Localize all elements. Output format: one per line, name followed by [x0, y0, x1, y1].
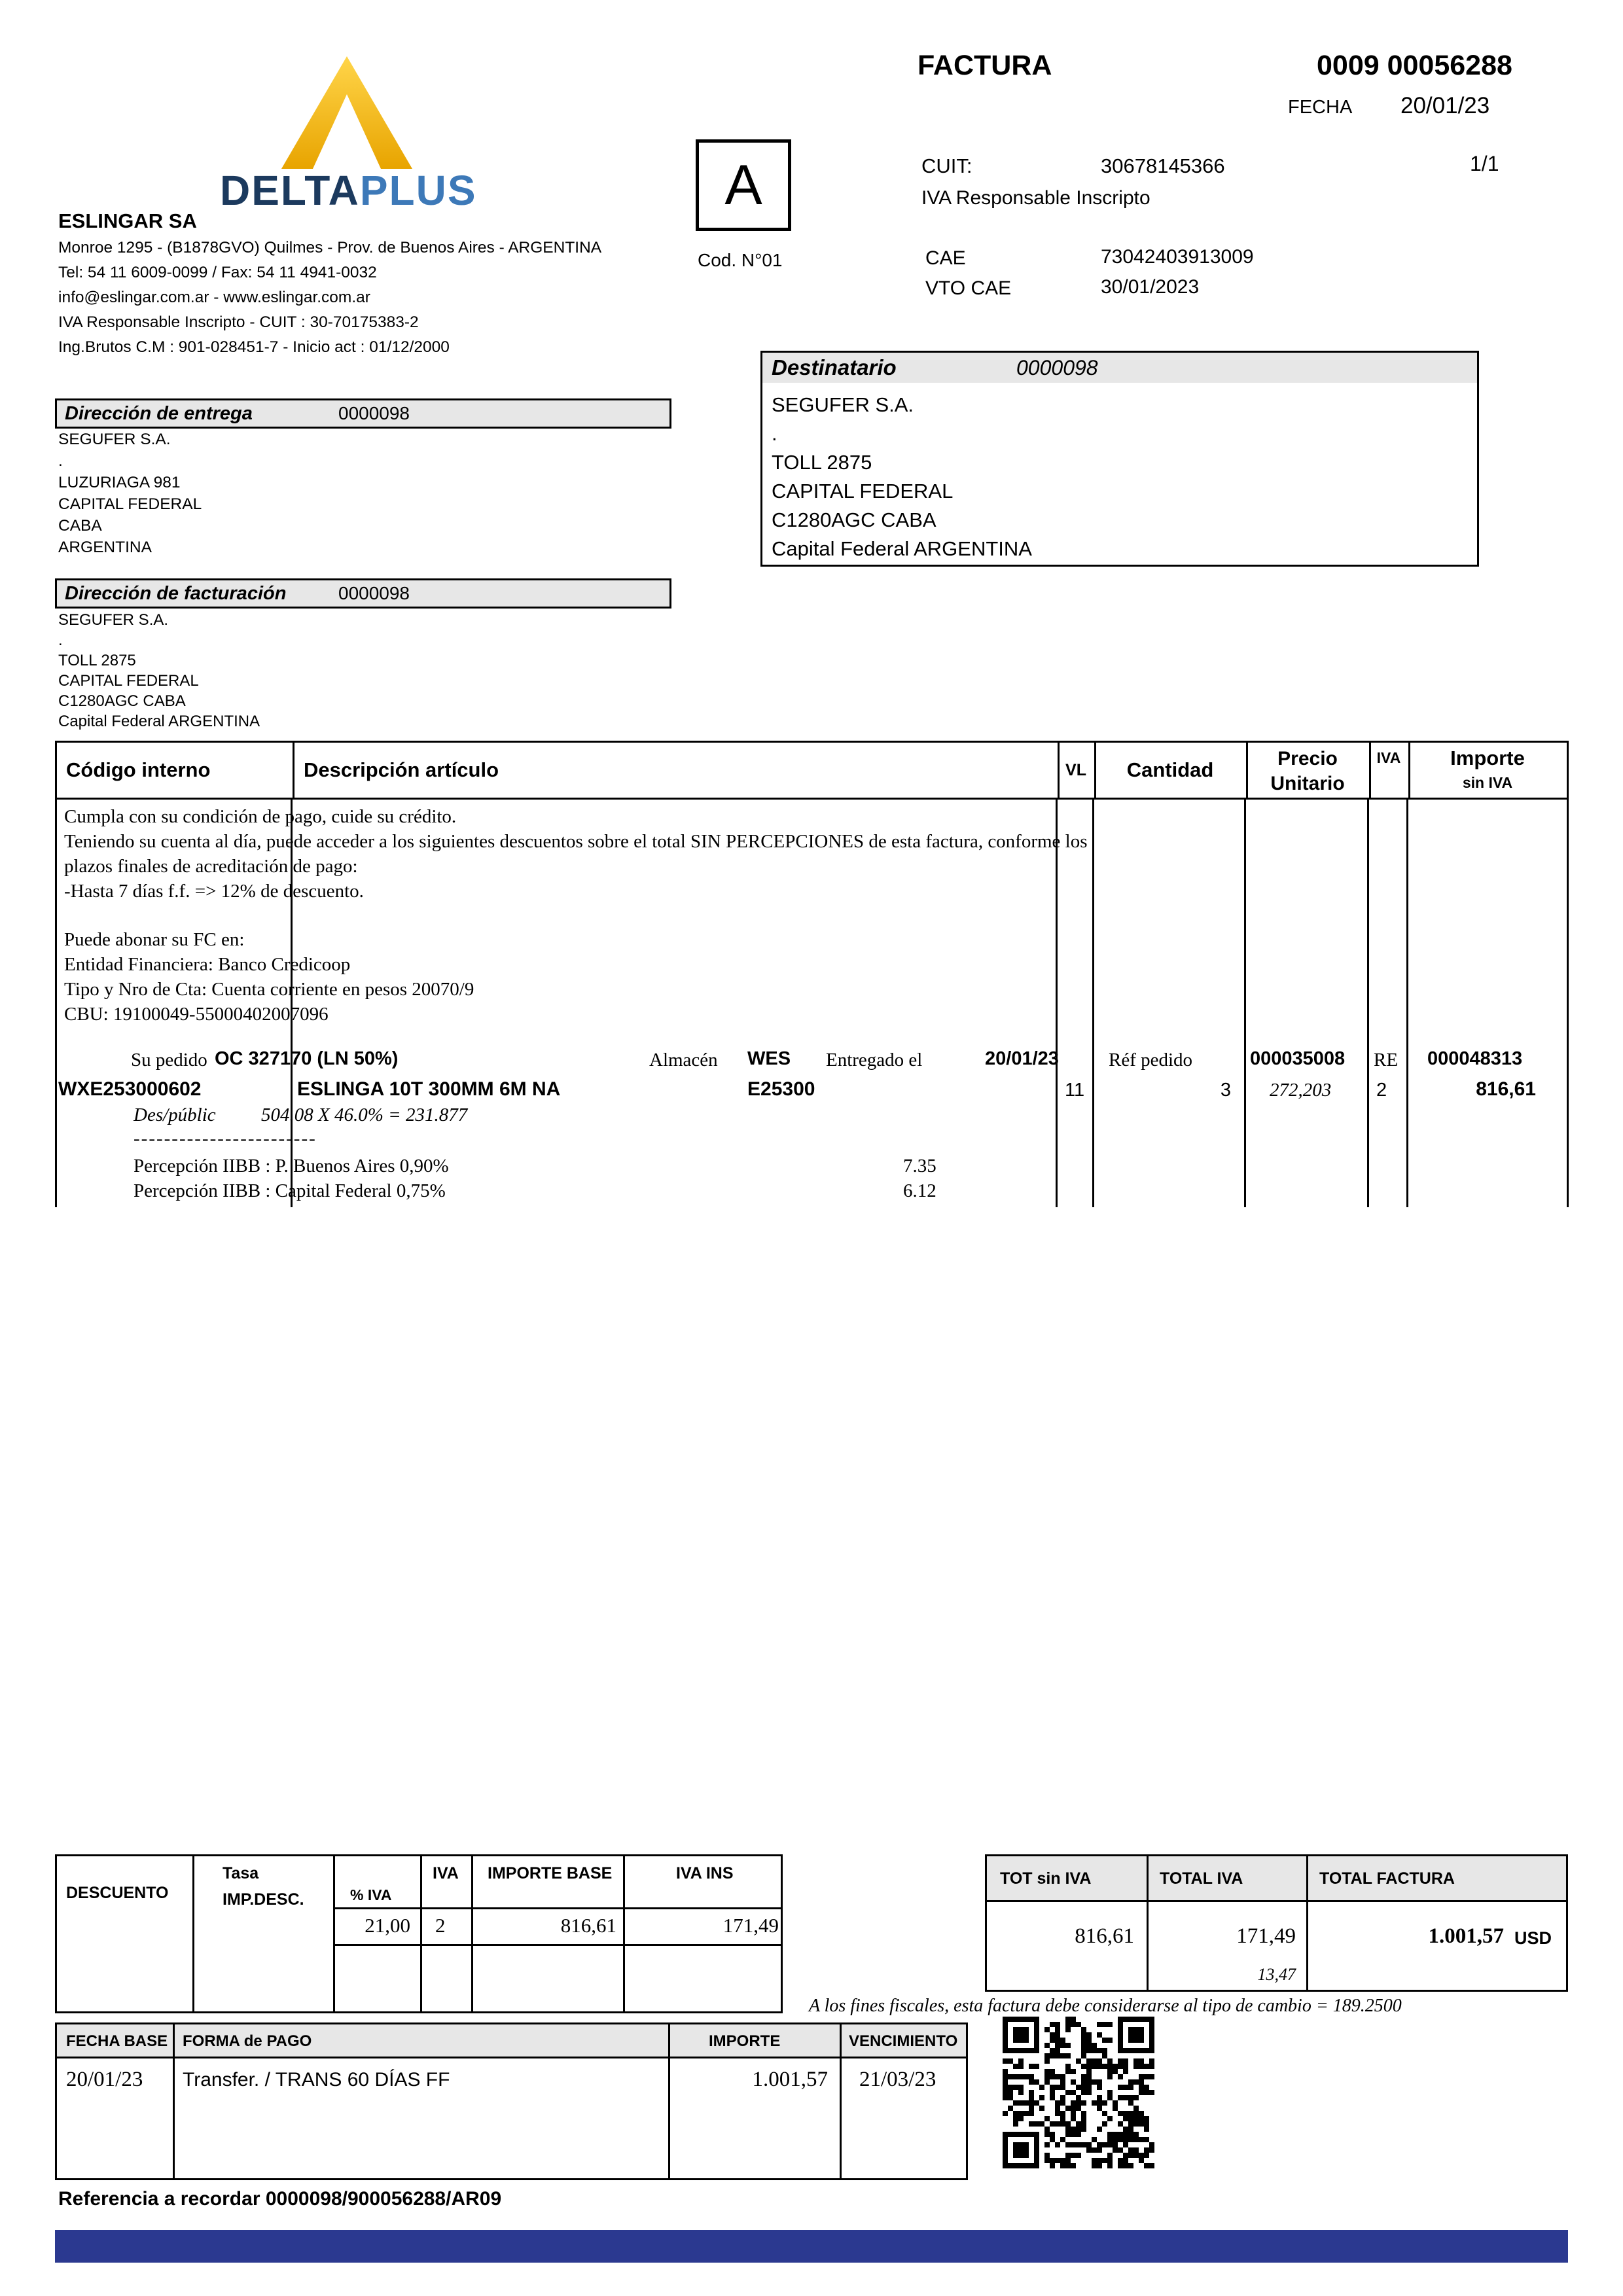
percepcion-value: 6.12 — [903, 1180, 936, 1201]
table-grid-line — [333, 1944, 781, 1946]
logo-text — [220, 166, 477, 215]
table-grid-line — [1567, 800, 1569, 1207]
column-divider — [293, 743, 294, 798]
destinatario-box — [760, 351, 1479, 567]
deltaplus-logo-triangle-icon — [281, 56, 412, 169]
item-precio: 272,203 — [1270, 1080, 1332, 1101]
notice-line: -Hasta 7 días f.f. => 12% de descuento. — [64, 881, 364, 902]
order-entregado-label: Entregado el — [826, 1050, 923, 1070]
address-line: LUZURIAGA 981 — [58, 474, 181, 491]
address-line: C1280AGC CABA — [58, 692, 186, 710]
col-header-vl: VL — [1065, 761, 1086, 779]
discount-header-descuento: DESCUENTO — [66, 1884, 169, 1902]
credit-notice — [64, 804, 1088, 904]
notice-line: plazos finales de acreditación de pago: — [64, 856, 358, 877]
entrega-header — [55, 398, 671, 429]
table-grid-line — [840, 2024, 842, 2178]
discount-value-iva: 2 — [435, 1914, 446, 1937]
table-grid-line — [420, 1856, 422, 2011]
table-grid-line — [192, 1856, 194, 2011]
discount-note-label: Des/públic — [134, 1104, 216, 1125]
address-line: C1280AGC CABA — [772, 508, 936, 531]
cuit-value: 30678145366 — [1101, 154, 1225, 177]
company-address-line: info@eslingar.com.ar - www.eslingar.com.ar — [58, 289, 370, 306]
address-line: TOLL 2875 — [58, 652, 136, 669]
totals-header-total-factura: TOTAL FACTURA — [1319, 1869, 1455, 1888]
payment-value-forma: Transfer. / TRANS 60 DÍAS FF — [183, 2069, 450, 2091]
dashed-separator: ------------------------ — [134, 1128, 317, 1149]
table-grid-line — [333, 1856, 335, 2011]
table-grid-line — [1367, 800, 1369, 1207]
item-cantidad: 3 — [1220, 1080, 1231, 1101]
vto-cae-label: VTO CAE — [925, 277, 1012, 299]
company-address-line: Tel: 54 11 6009-0099 / Fax: 54 11 4941-0032 — [58, 264, 377, 281]
bank-line: Entidad Financiera: Banco Credicoop — [64, 954, 351, 975]
totals-currency: USD — [1514, 1928, 1552, 1948]
destinatario-address — [772, 391, 1032, 563]
payment-value-fecha-base: 20/01/23 — [66, 2068, 143, 2091]
address-line: SEGUFER S.A. — [772, 393, 914, 416]
address-line: CAPITAL FEDERAL — [772, 480, 954, 503]
table-grid-line — [1306, 1856, 1308, 1990]
totals-value-total-iva: 171,49 — [1236, 1924, 1296, 1948]
destinatario-label: Destinatario — [772, 355, 897, 380]
totals-header-total-iva: TOTAL IVA — [1160, 1869, 1243, 1888]
qr-code — [1003, 2017, 1154, 2168]
address-line: CAPITAL FEDERAL — [58, 495, 202, 513]
fiscal-note: A los fines fiscales, esta factura debe considerarse al tipo de cambio = 189.2500 — [809, 1996, 1402, 2016]
order-ref-label: Réf pedido — [1109, 1050, 1193, 1070]
table-grid-line — [623, 1856, 625, 2011]
item-codigo: WXE253000602 — [58, 1078, 202, 1100]
doc-letter-code: Cod. N°01 — [698, 250, 783, 270]
col-header-iva: IVA — [1376, 749, 1401, 766]
address-line: Capital Federal ARGENTINA — [58, 713, 260, 730]
company-address-line: Ing.Brutos C.M : 901-028451-7 - Inicio act : 01/12/2000 — [58, 338, 450, 356]
items-table-header — [55, 741, 1569, 800]
order-su-pedido-label: Su pedido — [131, 1050, 207, 1070]
address-line: CAPITAL FEDERAL — [58, 672, 199, 690]
payment-header-importe: IMPORTE — [709, 2032, 781, 2050]
facturacion-label: Dirección de facturación — [65, 582, 287, 604]
discount-value-pct-iva: 21,00 — [365, 1914, 410, 1937]
payment-table — [55, 2022, 968, 2180]
entrega-label: Dirección de entrega — [65, 402, 253, 424]
order-ref-value: 000035008 — [1250, 1048, 1346, 1069]
bank-line: Puede abonar su FC en: — [64, 929, 245, 950]
table-grid-line — [173, 2024, 175, 2178]
order-su-pedido-value: OC 327170 (LN 50%) — [215, 1048, 399, 1069]
payment-header-forma: FORMA de PAGO — [183, 2032, 312, 2050]
page-indicator: 1/1 — [1470, 152, 1499, 175]
percepcion-label: Percepción IIBB : P. Buenos Aires 0,90% — [134, 1156, 449, 1176]
payment-value-vencimiento: 21/03/23 — [859, 2068, 936, 2091]
invoice-title: FACTURA — [918, 50, 1052, 81]
notice-line: Teniendo su cuenta al día, puede acceder a los siguientes descuentos sobre el total SIN PERCEPCIONES de esta factura, conforme los — [64, 831, 1088, 852]
order-almacen-value: WES — [747, 1048, 791, 1069]
facturacion-address — [58, 610, 260, 732]
discount-header-importe-base: IMPORTE BASE — [488, 1864, 613, 1882]
address-line: ARGENTINA — [58, 539, 152, 556]
facturacion-header — [55, 578, 671, 609]
footer-reference: Referencia a recordar 0000098/900056288/AR09 — [58, 2188, 502, 2210]
discount-value-importe-base: 816,61 — [560, 1914, 616, 1937]
doc-letter: A — [724, 153, 762, 217]
address-line: . — [58, 631, 63, 649]
col-header-importe: Importe — [1450, 747, 1525, 769]
table-grid-line — [668, 2024, 670, 2178]
item-iva: 2 — [1376, 1080, 1387, 1101]
payment-header-vencimiento: VENCIMIENTO — [849, 2032, 958, 2050]
footer-bar — [55, 2230, 1568, 2263]
table-grid-line — [1092, 800, 1094, 1207]
logo-text-plus: PLUS — [359, 167, 477, 214]
payment-header-fecha-base: FECHA BASE — [66, 2032, 168, 2050]
invoice-number: 0009 00056288 — [1317, 50, 1512, 81]
bank-line: CBU: 19100049-55000402007096 — [64, 1004, 329, 1025]
entrega-address — [58, 429, 202, 558]
address-line: TOLL 2875 — [772, 451, 872, 474]
address-line: SEGUFER S.A. — [58, 611, 169, 629]
company-address-line: Monroe 1295 - (B1878GVO) Quilmes - Prov. de Buenos Aires - ARGENTINA — [58, 239, 602, 256]
discount-header-pct-iva: % IVA — [350, 1886, 392, 1903]
table-grid-line — [1244, 800, 1246, 1207]
bank-info — [64, 927, 474, 1027]
order-entregado-value: 20/01/23 — [985, 1048, 1059, 1069]
fecha-value: 20/01/23 — [1400, 93, 1490, 118]
company-address — [58, 236, 601, 360]
items-table — [55, 741, 1569, 1207]
percepcion-value: 7.35 — [903, 1156, 936, 1176]
address-line: . — [772, 422, 777, 445]
cuit-label: CUIT: — [921, 154, 972, 177]
facturacion-code: 0000098 — [338, 583, 410, 603]
discount-header-iva: IVA — [433, 1864, 459, 1882]
order-almacen-label: Almacén — [649, 1050, 718, 1070]
address-line: SEGUFER S.A. — [58, 431, 171, 448]
company-address-line: IVA Responsable Inscripto - CUIT : 30-70175383-2 — [58, 313, 419, 331]
discount-value-iva-ins: 171,49 — [722, 1914, 779, 1937]
cae-value: 73042403913009 — [1101, 246, 1254, 268]
address-line: Capital Federal ARGENTINA — [772, 537, 1032, 560]
logo-text-delta: DELTA — [220, 167, 360, 214]
col-header-codigo: Código interno — [66, 758, 211, 781]
totals-iva-secondary: 13,47 — [1257, 1965, 1296, 1984]
col-header-cantidad: Cantidad — [1126, 758, 1214, 781]
discount-header-tasa: Tasa — [223, 1864, 259, 1882]
iva-condition: IVA Responsable Inscripto — [921, 187, 1150, 209]
destinatario-code: 0000098 — [1016, 355, 1098, 380]
table-grid-line — [1406, 800, 1408, 1207]
table-grid-line — [333, 1907, 781, 1909]
order-re-value: 000048313 — [1427, 1048, 1523, 1069]
fecha-label: FECHA — [1288, 97, 1353, 118]
totals-header-tot-sin-iva: TOT sin IVA — [1000, 1869, 1092, 1888]
item-vl: 11 — [1065, 1080, 1085, 1101]
cae-label: CAE — [925, 247, 966, 269]
address-line: CABA — [58, 517, 102, 535]
table-grid-line — [471, 1856, 473, 2011]
totals-value-tot-sin-iva: 816,61 — [1075, 1924, 1134, 1948]
notice-line: Cumpla con su condición de pago, cuide su crédito. — [64, 806, 457, 827]
discount-header-iva-ins: IVA INS — [676, 1864, 734, 1882]
table-grid-line — [1147, 1856, 1149, 1990]
table-grid-line — [55, 800, 57, 1207]
bank-line: Tipo y Nro de Cta: Cuenta corriente en pesos 20070/9 — [64, 979, 474, 1000]
totals-value-total-factura: 1.001,57 — [1428, 1924, 1504, 1948]
item-almacen2: E25300 — [747, 1078, 815, 1100]
address-line: . — [58, 452, 63, 470]
col-header-descripcion: Descripción artículo — [304, 758, 499, 781]
item-descripcion: ESLINGA 10T 300MM 6M NA — [297, 1078, 561, 1100]
discount-table — [55, 1854, 783, 2013]
discount-note-value: 504.08 X 46.0% = 231.877 — [261, 1104, 468, 1125]
destinatario-header — [762, 353, 1477, 383]
company-name: ESLINGAR SA — [58, 209, 197, 232]
item-importe: 816,61 — [1476, 1078, 1536, 1100]
discount-header-imp-desc: IMP.DESC. — [223, 1890, 304, 1909]
percepcion-label: Percepción IIBB : Capital Federal 0,75% — [134, 1180, 446, 1201]
payment-value-importe: 1.001,57 — [752, 2068, 828, 2091]
order-re-label: RE — [1374, 1050, 1399, 1070]
entrega-code: 0000098 — [338, 403, 410, 423]
totals-table — [985, 1854, 1568, 1992]
col-header-importe-sub: sin IVA — [1462, 774, 1513, 791]
vto-cae-value: 30/01/2023 — [1101, 276, 1200, 298]
doc-letter-box — [696, 139, 791, 231]
col-header-precio: Precio Unitario — [1270, 748, 1345, 794]
